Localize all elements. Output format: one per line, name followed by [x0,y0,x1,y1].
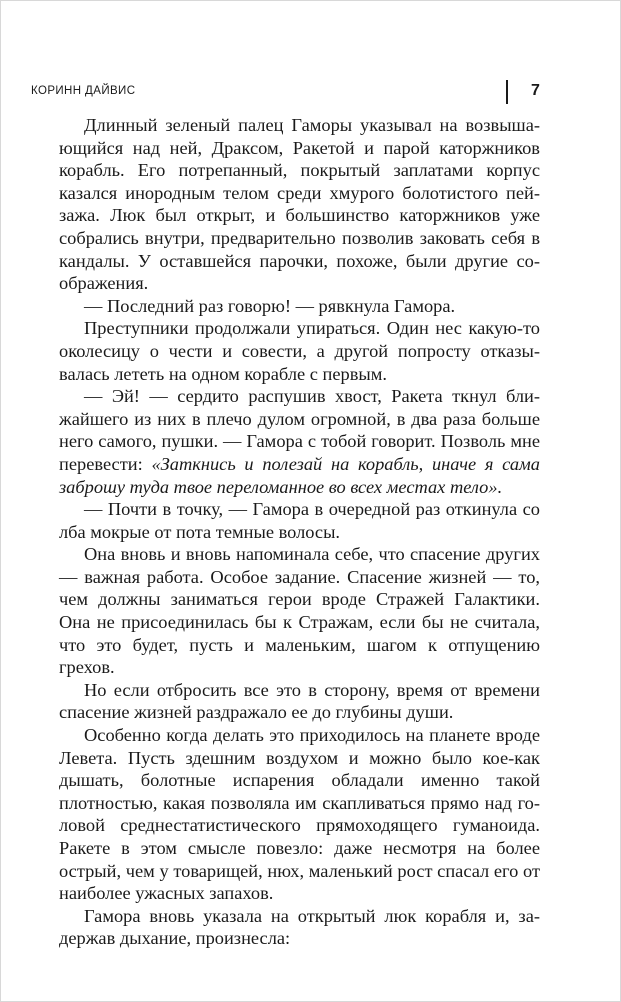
paragraph: Гамора вновь указала на открытый люк корабля и, задержав дыхание, произнесла: [59,905,540,949]
paragraph: — Последний раз говорю! — рявкнула Гамора. [84,295,456,316]
header-divider [506,80,508,104]
paragraph-text: — Эй! — сердито распушив хвост, Ракета ткнул ближайшего из них в плечо дулом огромной, в два раза больше него самого, пушки. — Гамора с тобой говорит. Позволь мне перевести: [59,386,540,474]
running-header [31,80,543,106]
paragraph: Особенно когда делать это приходилось на планете вроде Левета. Пусть здешним воздухом и можно было кое-как дышать, болотные испарения обладали именно такой плотностью, какая позволяла им скапливаться прямо над головой среднестатистического прямоходящего гуманоида. Ракете в этом смысле повезло: даже несмотря на более острый, чем у товарищей, нюх, маленький рост спасал его от наиболее ужасных запахов. [59,725,540,904]
quoted-translation: «Заткнись и полезай на корабль, иначе я сама заброшу туда твое переломанное во всех местах тело». [59,453,540,497]
paragraph [59,385,540,498]
author-name: КОРИНН ДАЙВИС [31,85,136,97]
paragraph: Длинный зеленый палец Гаморы указывал на возвышающийся над ней, Драксом, Ракетой и парой каторжников корабль. Его потрепанный, покрытый заплатами корпус казался инородным телом среди хмурого болотистого пейзажа. Люк был открыт, и большинство каторжников уже собрались внутри, предварительно позволив заковать себя в кандалы. У оставшейся парочки, похоже, были другие соображения. [59,115,540,294]
body-text [59,114,540,950]
paragraph: Но если отбросить все это в сторону, время от времени спасение жизней раздражало ее до глубины души. [59,679,540,723]
paragraph: — Почти в точку, — Гамора в очередной раз откинула со лба мокрые от пота темные волосы. [59,499,540,542]
paragraph: Она вновь и вновь напоминала себе, что спасение других — важная работа. Особое задание. Спасение жизней — то, чем должны заниматься герои вроде Стражей Галактики. Она не присоединилась бы к Стражам, если бы не считала, что это будет, пусть и маленьким, шагом к отпущению грехов. [59,544,540,678]
paragraph: Преступники продолжали упираться. Один нес какую-то околесицу о чести и совести, а другой попросту отказывалась лететь на одном корабле с первым. [59,318,540,384]
page-number: 7 [531,82,540,99]
